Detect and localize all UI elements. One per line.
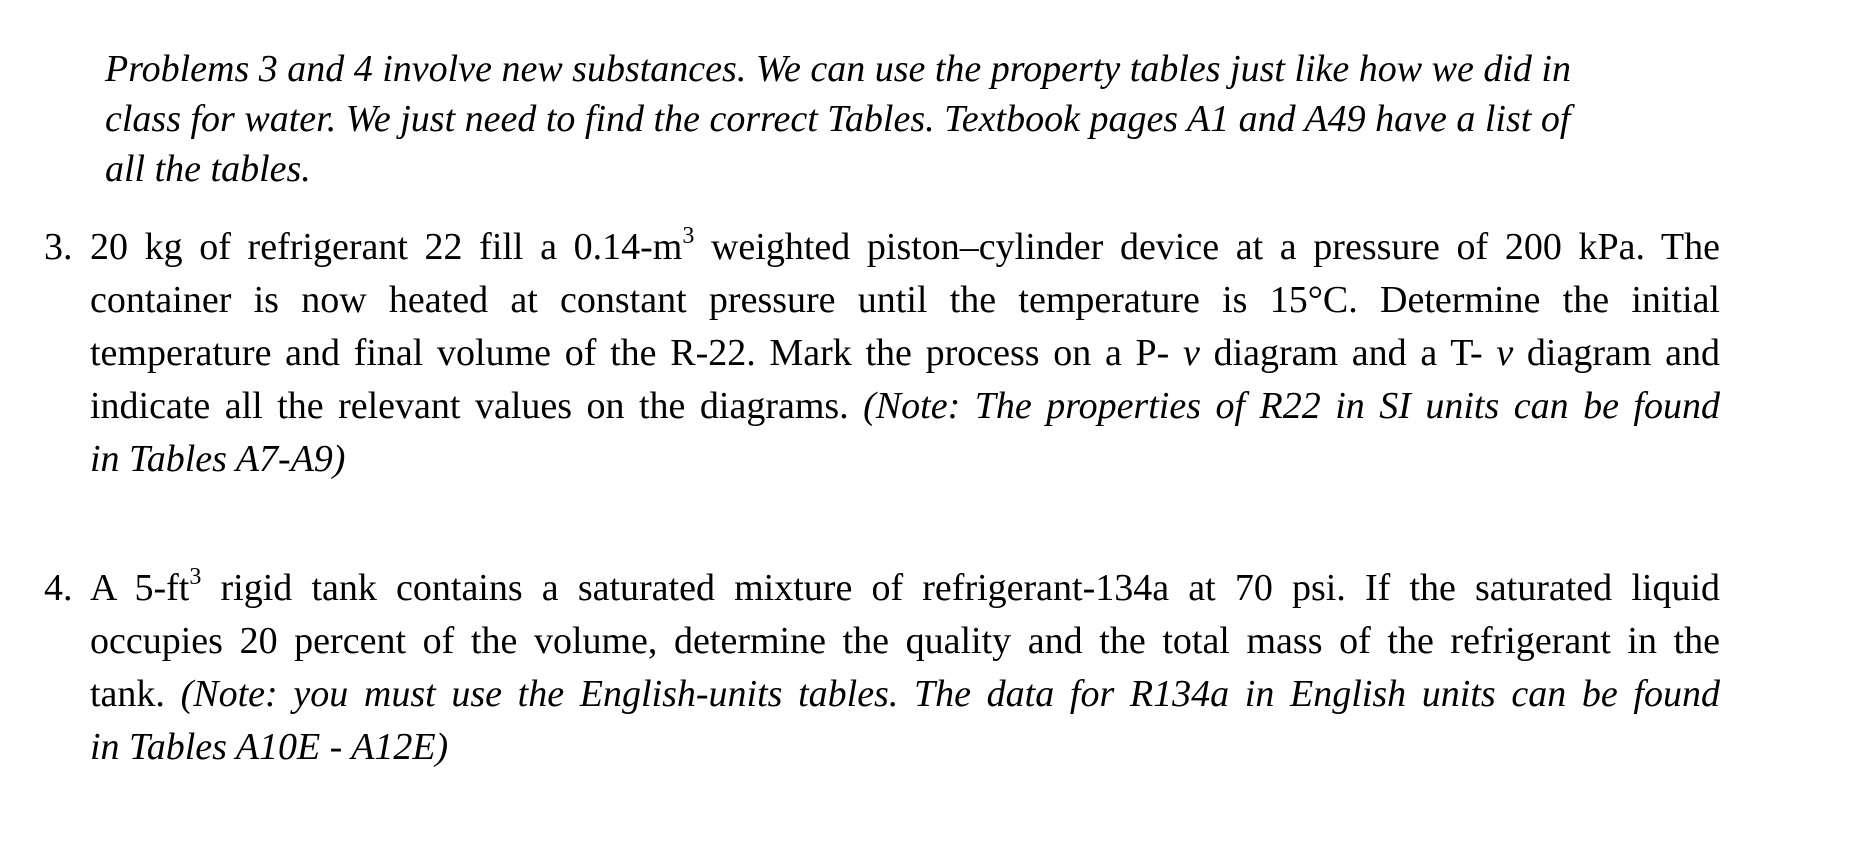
problem-3-line-2: container is now heated at constant pressure until the temperature is 15°C. Determine the initial [90, 279, 1720, 321]
problem-4-line-4: in Tables A10E - A12E) [90, 726, 449, 768]
problem-4-line-1 [90, 562, 1720, 615]
problem-3-line-1-start: 20 kg of refrigerant 22 fill a 0.14-m [90, 226, 683, 268]
problem-3-line-3 [90, 327, 1720, 380]
intro-paragraph [105, 44, 1745, 194]
problem-4-line-3 [90, 668, 1720, 721]
problem-3-line-5: in Tables A7-A9) [90, 438, 346, 480]
problem-3-line-3-start: temperature and final volume of the R-22. Mark the process on a P- [90, 332, 1184, 374]
specific-volume-symbol: v [1183, 332, 1200, 374]
intro-line-3: all the tables. [105, 148, 311, 190]
problem-3-line-1-end: weighted piston–cylinder device at a pressure of 200 kPa. The [694, 226, 1720, 268]
problem-3-text [90, 221, 1720, 486]
problem-4-line-2: occupies 20 percent of the volume, determine the quality and the total mass of the refrigerant in the [90, 620, 1720, 662]
problem-3-line-3-middle: diagram and a T- [1199, 332, 1497, 374]
intro-line-2: class for water. We just need to find the correct Tables. Textbook pages A1 and A49 have a list of [105, 98, 1571, 140]
problem-4-text [90, 562, 1720, 774]
problem-3-line-3-end: diagram and [1513, 332, 1720, 374]
specific-volume-symbol: v [1496, 332, 1514, 374]
cubic-exponent: 3 [189, 564, 202, 590]
problem-4 [44, 562, 1720, 774]
problem-4-note: (Note: you must use the English-units tables. The data for R134a in English units can be found [180, 673, 1720, 715]
problem-3 [44, 221, 1720, 486]
cubic-exponent: 3 [682, 223, 695, 249]
problem-3-line-4-start: indicate all the relevant values on the diagrams. [90, 385, 864, 427]
problem-3-note: (Note: The properties of R22 in SI units can be found [863, 385, 1720, 427]
problem-3-number: 3. [44, 226, 73, 268]
intro-line-1: Problems 3 and 4 involve new substances. We can use the property tables just like how we did in [105, 48, 1571, 90]
problem-4-line-3-start: tank. [90, 673, 181, 715]
problem-4-line-1-end: rigid tank contains a saturated mixture of refrigerant-134a at 70 psi. If the saturated liquid [201, 567, 1720, 609]
problem-3-line-1 [90, 221, 1720, 274]
problem-4-line-1-start: A 5-ft [90, 567, 190, 609]
problem-3-line-4 [90, 380, 1720, 433]
problem-4-number: 4. [44, 567, 73, 609]
